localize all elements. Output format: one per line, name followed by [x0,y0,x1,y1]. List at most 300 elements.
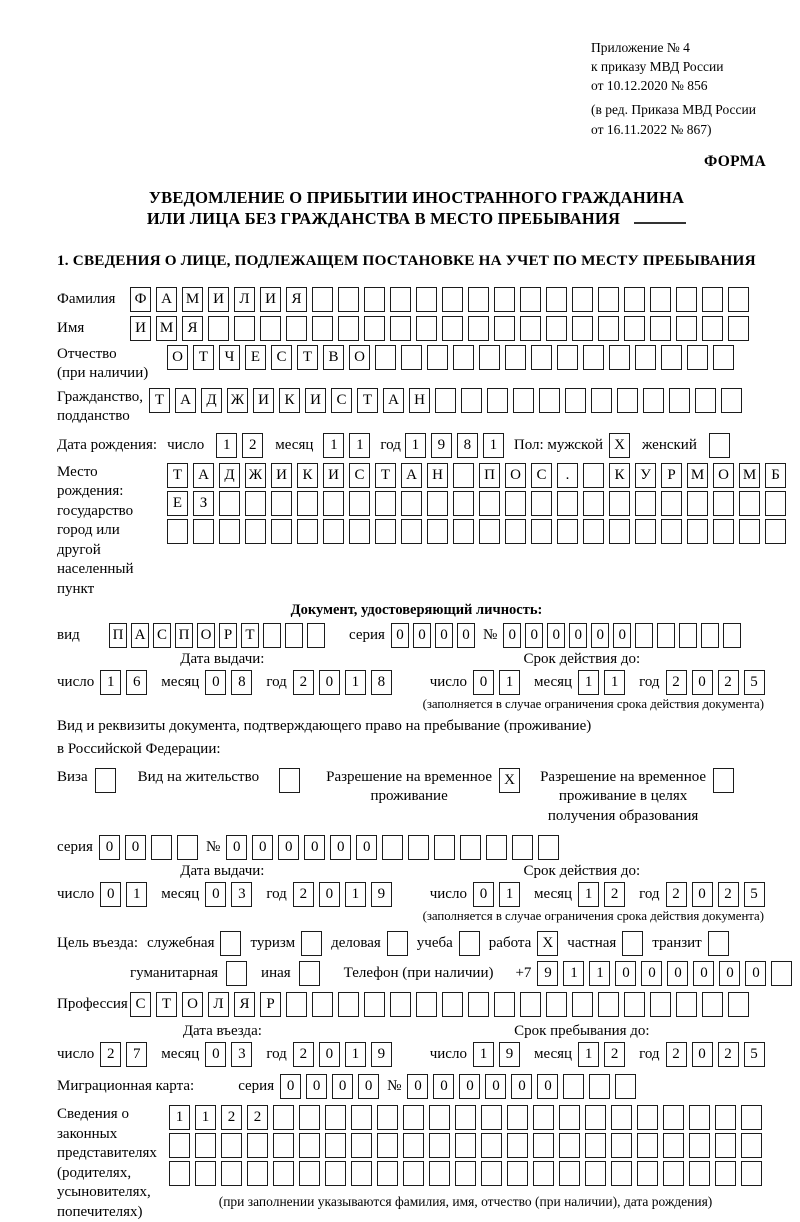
char-cell[interactable] [557,345,578,370]
char-cell[interactable] [351,1161,372,1186]
char-cell[interactable] [513,388,534,413]
char-cell[interactable] [572,316,593,341]
purpose-checkbox-rabota[interactable]: X [537,931,558,956]
char-cell[interactable]: 0 [459,1074,480,1099]
char-cell[interactable] [429,1161,450,1186]
char-cell[interactable]: 2 [247,1105,268,1130]
char-cell[interactable]: Ж [227,388,248,413]
char-cell[interactable]: 0 [693,961,714,986]
char-cell[interactable] [635,491,656,516]
char-cell[interactable] [427,345,448,370]
char-cell[interactable]: 2 [718,1042,739,1067]
char-cell[interactable] [533,1105,554,1130]
char-cell[interactable] [299,1105,320,1130]
char-cell[interactable] [611,1133,632,1158]
char-cell[interactable] [479,491,500,516]
char-cell[interactable]: 0 [435,623,453,648]
char-cell[interactable]: Т [193,345,214,370]
char-cell[interactable] [481,1161,502,1186]
char-cell[interactable] [715,1105,736,1130]
char-cell[interactable]: 0 [125,835,146,860]
char-cell[interactable]: 0 [319,1042,340,1067]
char-cell[interactable] [435,388,456,413]
char-cell[interactable] [650,992,671,1017]
char-cell[interactable] [468,992,489,1017]
char-cell[interactable]: 1 [169,1105,190,1130]
char-cell[interactable]: Я [182,316,203,341]
char-cell[interactable]: 9 [431,433,452,458]
char-cell[interactable]: 0 [319,882,340,907]
char-cell[interactable] [695,388,716,413]
char-cell[interactable]: С [531,463,552,488]
char-cell[interactable] [702,316,723,341]
char-cell[interactable] [434,835,455,860]
char-cell[interactable] [637,1105,658,1130]
char-cell[interactable] [689,1161,710,1186]
char-cell[interactable]: 0 [330,835,351,860]
char-cell[interactable]: 9 [371,882,392,907]
char-cell[interactable]: В [323,345,344,370]
char-cell[interactable]: Ч [219,345,240,370]
char-cell[interactable] [585,1105,606,1130]
char-cell[interactable] [167,519,188,544]
char-cell[interactable] [663,1133,684,1158]
char-cell[interactable] [429,1105,450,1130]
char-cell[interactable]: 1 [345,1042,366,1067]
char-cell[interactable] [169,1133,190,1158]
char-cell[interactable]: Ф [130,287,151,312]
char-cell[interactable] [325,1105,346,1130]
char-cell[interactable] [507,1161,528,1186]
char-cell[interactable]: 0 [391,623,409,648]
char-cell[interactable] [494,992,515,1017]
char-cell[interactable] [687,519,708,544]
char-cell[interactable]: Л [234,287,255,312]
purpose-checkbox-gumanitarnaya[interactable] [226,961,247,986]
char-cell[interactable] [453,519,474,544]
char-cell[interactable] [377,1105,398,1130]
char-cell[interactable] [263,623,281,648]
char-cell[interactable]: Я [234,992,255,1017]
char-cell[interactable]: О [167,345,188,370]
char-cell[interactable]: 2 [293,882,314,907]
char-cell[interactable]: А [131,623,149,648]
char-cell[interactable]: 1 [563,961,584,986]
char-cell[interactable]: 1 [589,961,610,986]
char-cell[interactable] [635,519,656,544]
char-cell[interactable] [715,1133,736,1158]
char-cell[interactable]: И [130,316,151,341]
edu-residence-checkbox[interactable] [713,768,734,793]
char-cell[interactable]: 1 [126,882,147,907]
char-cell[interactable]: 2 [100,1042,121,1067]
char-cell[interactable]: 1 [604,670,625,695]
char-cell[interactable]: 1 [405,433,426,458]
char-cell[interactable] [487,388,508,413]
char-cell[interactable] [273,1161,294,1186]
char-cell[interactable] [375,491,396,516]
char-cell[interactable] [286,992,307,1017]
char-cell[interactable] [538,835,559,860]
char-cell[interactable] [531,519,552,544]
char-cell[interactable]: С [153,623,171,648]
char-cell[interactable] [377,1161,398,1186]
char-cell[interactable] [533,1133,554,1158]
char-cell[interactable] [572,992,593,1017]
char-cell[interactable]: 1 [195,1105,216,1130]
char-cell[interactable] [702,992,723,1017]
char-cell[interactable] [713,491,734,516]
char-cell[interactable] [615,1074,636,1099]
char-cell[interactable] [271,491,292,516]
char-cell[interactable] [617,388,638,413]
char-cell[interactable]: Б [765,463,786,488]
char-cell[interactable]: 9 [499,1042,520,1067]
char-cell[interactable] [427,491,448,516]
char-cell[interactable]: Е [245,345,266,370]
char-cell[interactable] [408,835,429,860]
char-cell[interactable]: З [193,491,214,516]
purpose-checkbox-chastnaya[interactable] [622,931,643,956]
char-cell[interactable] [591,388,612,413]
char-cell[interactable]: 9 [371,1042,392,1067]
char-cell[interactable] [741,1105,762,1130]
char-cell[interactable]: Р [260,992,281,1017]
char-cell[interactable] [271,519,292,544]
char-cell[interactable]: 0 [457,623,475,648]
char-cell[interactable] [531,491,552,516]
char-cell[interactable] [520,992,541,1017]
char-cell[interactable] [247,1133,268,1158]
char-cell[interactable]: 2 [666,1042,687,1067]
char-cell[interactable] [403,1105,424,1130]
char-cell[interactable] [297,491,318,516]
char-cell[interactable]: 0 [485,1074,506,1099]
char-cell[interactable] [453,491,474,516]
char-cell[interactable] [598,316,619,341]
char-cell[interactable]: А [383,388,404,413]
char-cell[interactable]: А [401,463,422,488]
char-cell[interactable] [701,623,719,648]
char-cell[interactable]: 1 [499,882,520,907]
char-cell[interactable]: 2 [666,882,687,907]
char-cell[interactable] [679,623,697,648]
char-cell[interactable]: 5 [744,1042,765,1067]
char-cell[interactable]: 0 [205,1042,226,1067]
char-cell[interactable] [479,345,500,370]
char-cell[interactable] [247,1161,268,1186]
char-cell[interactable] [635,345,656,370]
char-cell[interactable] [453,345,474,370]
char-cell[interactable] [728,316,749,341]
char-cell[interactable] [661,491,682,516]
char-cell[interactable]: И [260,287,281,312]
char-cell[interactable] [481,1133,502,1158]
char-cell[interactable] [285,623,303,648]
char-cell[interactable] [546,992,567,1017]
char-cell[interactable] [177,835,198,860]
char-cell[interactable] [455,1161,476,1186]
char-cell[interactable] [375,519,396,544]
char-cell[interactable] [663,1105,684,1130]
char-cell[interactable]: О [182,992,203,1017]
char-cell[interactable]: Т [167,463,188,488]
char-cell[interactable]: 2 [293,1042,314,1067]
char-cell[interactable] [585,1161,606,1186]
char-cell[interactable] [721,388,742,413]
char-cell[interactable]: 0 [100,882,121,907]
char-cell[interactable] [403,1133,424,1158]
char-cell[interactable] [494,316,515,341]
char-cell[interactable] [689,1105,710,1130]
char-cell[interactable] [728,992,749,1017]
char-cell[interactable] [739,491,760,516]
char-cell[interactable] [687,491,708,516]
char-cell[interactable] [245,491,266,516]
char-cell[interactable] [349,491,370,516]
char-cell[interactable]: М [739,463,760,488]
char-cell[interactable]: А [156,287,177,312]
char-cell[interactable] [609,345,630,370]
char-cell[interactable] [741,1133,762,1158]
char-cell[interactable] [442,287,463,312]
char-cell[interactable]: П [109,623,127,648]
char-cell[interactable] [559,1133,580,1158]
char-cell[interactable]: И [305,388,326,413]
char-cell[interactable]: К [297,463,318,488]
char-cell[interactable] [505,491,526,516]
char-cell[interactable] [765,491,786,516]
char-cell[interactable] [401,519,422,544]
char-cell[interactable] [364,287,385,312]
char-cell[interactable]: 1 [578,1042,599,1067]
char-cell[interactable] [338,992,359,1017]
char-cell[interactable] [245,519,266,544]
char-cell[interactable]: О [505,463,526,488]
char-cell[interactable] [461,388,482,413]
char-cell[interactable]: 0 [252,835,273,860]
char-cell[interactable]: 0 [278,835,299,860]
char-cell[interactable] [643,388,664,413]
sex-male-checkbox[interactable]: X [609,433,630,458]
char-cell[interactable]: Н [427,463,448,488]
char-cell[interactable] [312,992,333,1017]
char-cell[interactable]: А [193,463,214,488]
char-cell[interactable] [375,345,396,370]
char-cell[interactable] [338,316,359,341]
char-cell[interactable]: Т [156,992,177,1017]
char-cell[interactable] [377,1133,398,1158]
char-cell[interactable]: 0 [719,961,740,986]
char-cell[interactable] [563,1074,584,1099]
char-cell[interactable] [351,1133,372,1158]
char-cell[interactable]: А [175,388,196,413]
char-cell[interactable] [401,491,422,516]
char-cell[interactable]: С [130,992,151,1017]
char-cell[interactable]: 0 [745,961,766,986]
char-cell[interactable] [455,1105,476,1130]
char-cell[interactable] [286,316,307,341]
char-cell[interactable]: 0 [667,961,688,986]
char-cell[interactable] [624,992,645,1017]
purpose-checkbox-delovaya[interactable] [387,931,408,956]
char-cell[interactable]: 2 [221,1105,242,1130]
char-cell[interactable] [479,519,500,544]
char-cell[interactable] [611,1161,632,1186]
char-cell[interactable] [689,1133,710,1158]
char-cell[interactable]: О [713,463,734,488]
char-cell[interactable]: 0 [205,882,226,907]
char-cell[interactable] [193,519,214,544]
char-cell[interactable]: М [156,316,177,341]
char-cell[interactable] [169,1161,190,1186]
char-cell[interactable] [637,1161,658,1186]
char-cell[interactable]: Ж [245,463,266,488]
char-cell[interactable]: 1 [499,670,520,695]
char-cell[interactable]: Я [286,287,307,312]
char-cell[interactable] [453,463,474,488]
char-cell[interactable] [583,519,604,544]
char-cell[interactable]: 0 [99,835,120,860]
char-cell[interactable]: 2 [242,433,263,458]
char-cell[interactable] [512,835,533,860]
char-cell[interactable]: 5 [744,882,765,907]
char-cell[interactable]: С [349,463,370,488]
char-cell[interactable]: 1 [473,1042,494,1067]
char-cell[interactable] [609,491,630,516]
char-cell[interactable]: 1 [345,882,366,907]
char-cell[interactable]: 8 [231,670,252,695]
char-cell[interactable] [390,287,411,312]
char-cell[interactable]: 0 [547,623,565,648]
char-cell[interactable]: 0 [511,1074,532,1099]
char-cell[interactable]: М [182,287,203,312]
char-cell[interactable]: 5 [744,670,765,695]
char-cell[interactable]: 0 [473,882,494,907]
char-cell[interactable] [403,1161,424,1186]
char-cell[interactable] [195,1161,216,1186]
char-cell[interactable]: М [687,463,708,488]
char-cell[interactable]: 2 [666,670,687,695]
char-cell[interactable] [676,287,697,312]
char-cell[interactable]: 0 [503,623,521,648]
char-cell[interactable] [351,1105,372,1130]
char-cell[interactable] [401,345,422,370]
char-cell[interactable]: 0 [226,835,247,860]
purpose-checkbox-turizm[interactable] [301,931,322,956]
char-cell[interactable]: 0 [433,1074,454,1099]
char-cell[interactable] [598,287,619,312]
char-cell[interactable]: 9 [537,961,558,986]
char-cell[interactable] [609,519,630,544]
char-cell[interactable] [715,1161,736,1186]
char-cell[interactable] [771,961,792,986]
char-cell[interactable] [676,992,697,1017]
char-cell[interactable]: . [557,463,578,488]
char-cell[interactable] [481,1105,502,1130]
char-cell[interactable] [661,345,682,370]
char-cell[interactable] [221,1133,242,1158]
char-cell[interactable] [531,345,552,370]
char-cell[interactable] [273,1133,294,1158]
char-cell[interactable] [650,287,671,312]
purpose-checkbox-tranzit[interactable] [708,931,729,956]
char-cell[interactable] [416,287,437,312]
char-cell[interactable] [364,992,385,1017]
char-cell[interactable]: 7 [126,1042,147,1067]
char-cell[interactable] [669,388,690,413]
char-cell[interactable]: У [635,463,656,488]
char-cell[interactable] [151,835,172,860]
char-cell[interactable] [765,519,786,544]
char-cell[interactable] [455,1133,476,1158]
char-cell[interactable] [572,287,593,312]
purpose-checkbox-sluzhebnaya[interactable] [220,931,241,956]
char-cell[interactable]: П [479,463,500,488]
char-cell[interactable]: 6 [126,670,147,695]
char-cell[interactable]: К [279,388,300,413]
char-cell[interactable] [585,1133,606,1158]
char-cell[interactable]: 0 [332,1074,353,1099]
char-cell[interactable]: 2 [293,670,314,695]
char-cell[interactable]: 0 [407,1074,428,1099]
char-cell[interactable]: 0 [319,670,340,695]
char-cell[interactable]: Д [201,388,222,413]
char-cell[interactable] [520,316,541,341]
char-cell[interactable] [557,491,578,516]
char-cell[interactable] [713,519,734,544]
char-cell[interactable]: 0 [615,961,636,986]
char-cell[interactable] [297,519,318,544]
char-cell[interactable]: О [349,345,370,370]
char-cell[interactable] [713,345,734,370]
char-cell[interactable]: 0 [280,1074,301,1099]
char-cell[interactable] [611,1105,632,1130]
char-cell[interactable] [650,316,671,341]
char-cell[interactable] [583,463,604,488]
char-cell[interactable] [442,316,463,341]
purpose-checkbox-ucheba[interactable] [459,931,480,956]
char-cell[interactable]: 0 [525,623,543,648]
char-cell[interactable] [349,519,370,544]
char-cell[interactable]: Н [409,388,430,413]
char-cell[interactable]: Д [219,463,240,488]
char-cell[interactable] [741,1161,762,1186]
char-cell[interactable]: 0 [205,670,226,695]
char-cell[interactable]: Т [297,345,318,370]
char-cell[interactable] [728,287,749,312]
char-cell[interactable] [221,1161,242,1186]
char-cell[interactable]: К [609,463,630,488]
char-cell[interactable] [559,1161,580,1186]
char-cell[interactable] [460,835,481,860]
char-cell[interactable] [260,316,281,341]
char-cell[interactable]: Т [375,463,396,488]
char-cell[interactable] [299,1161,320,1186]
char-cell[interactable]: 8 [457,433,478,458]
char-cell[interactable]: 1 [349,433,370,458]
char-cell[interactable] [427,519,448,544]
char-cell[interactable] [416,316,437,341]
char-cell[interactable] [338,287,359,312]
char-cell[interactable] [390,992,411,1017]
char-cell[interactable] [635,623,653,648]
char-cell[interactable] [312,287,333,312]
char-cell[interactable] [565,388,586,413]
char-cell[interactable]: 0 [356,835,377,860]
temp-residence-checkbox[interactable]: X [499,768,520,793]
char-cell[interactable] [624,287,645,312]
